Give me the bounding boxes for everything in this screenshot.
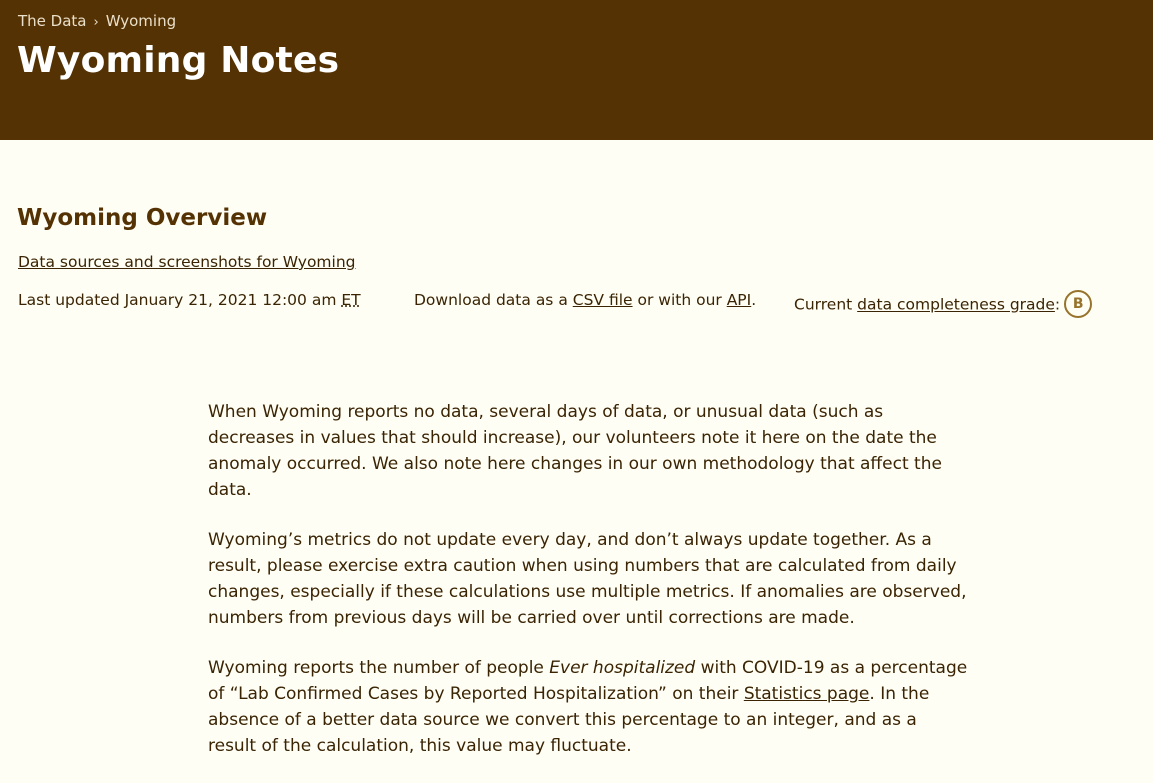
page-title: Wyoming Notes: [17, 40, 340, 81]
download-prefix: Download data as a: [414, 291, 573, 309]
api-link[interactable]: API: [726, 291, 752, 309]
notes-paragraph: Wyoming’s metrics do not update every day, and don’t always update together. As a result, please exercise extra caution when using numbers that are calculated from daily changes, especially if these calculations use multiple metrics. If anomalies are observed, numbers from previous days will be carried over until corrections are made.: [208, 530, 967, 628]
overview-heading: Wyoming Overview: [17, 205, 268, 231]
data-completeness-grade-link[interactable]: data completeness grade: [857, 295, 1055, 314]
ever-hospitalized-term: Ever hospitalized: [549, 658, 696, 678]
breadcrumb-the-data-link[interactable]: The Data: [18, 12, 87, 30]
last-updated-text: Last updated January 21, 2021 12:00 am: [18, 291, 342, 309]
download-suffix: .: [751, 291, 757, 309]
page-header: [0, 0, 1153, 140]
breadcrumb-current: Wyoming: [105, 12, 177, 30]
p3-text-b: with COVID-19 as a percentage of “Lab Confirmed Cases by Reported Hospitalization” on their: [208, 658, 968, 704]
completeness-grade: [794, 291, 1092, 319]
notes-content: [208, 399, 968, 783]
p3-text-c: . In the absence of a better data source we convert this percentage to an integer, and as a result of the calculation, this value may fluctuate.: [208, 684, 930, 756]
csv-file-link[interactable]: CSV file: [572, 291, 633, 309]
download-middle: or with our: [632, 291, 727, 309]
notes-paragraph-hospitalization: [208, 655, 968, 759]
grade-prefix: Current: [794, 295, 858, 314]
p3-text-a: Wyoming reports the number of people: [208, 658, 550, 678]
breadcrumb: [18, 12, 176, 30]
download-data: [414, 291, 756, 309]
timezone-abbr: ET: [341, 291, 361, 309]
notes-paragraph: When Wyoming reports no data, several days of data, or unusual data (such as decreases in values that should increase), our volunteers note it here on the date the anomaly occurred. We also note here changes in our own methodology that affect the data.: [208, 402, 942, 500]
grade-badge: B: [1064, 290, 1092, 318]
grade-colon: :: [1054, 295, 1061, 314]
last-updated: [18, 291, 361, 309]
chevron-right-icon: ›: [93, 15, 99, 30]
statistics-page-link[interactable]: Statistics page: [743, 684, 870, 704]
data-sources-link[interactable]: Data sources and screenshots for Wyoming: [18, 253, 356, 271]
